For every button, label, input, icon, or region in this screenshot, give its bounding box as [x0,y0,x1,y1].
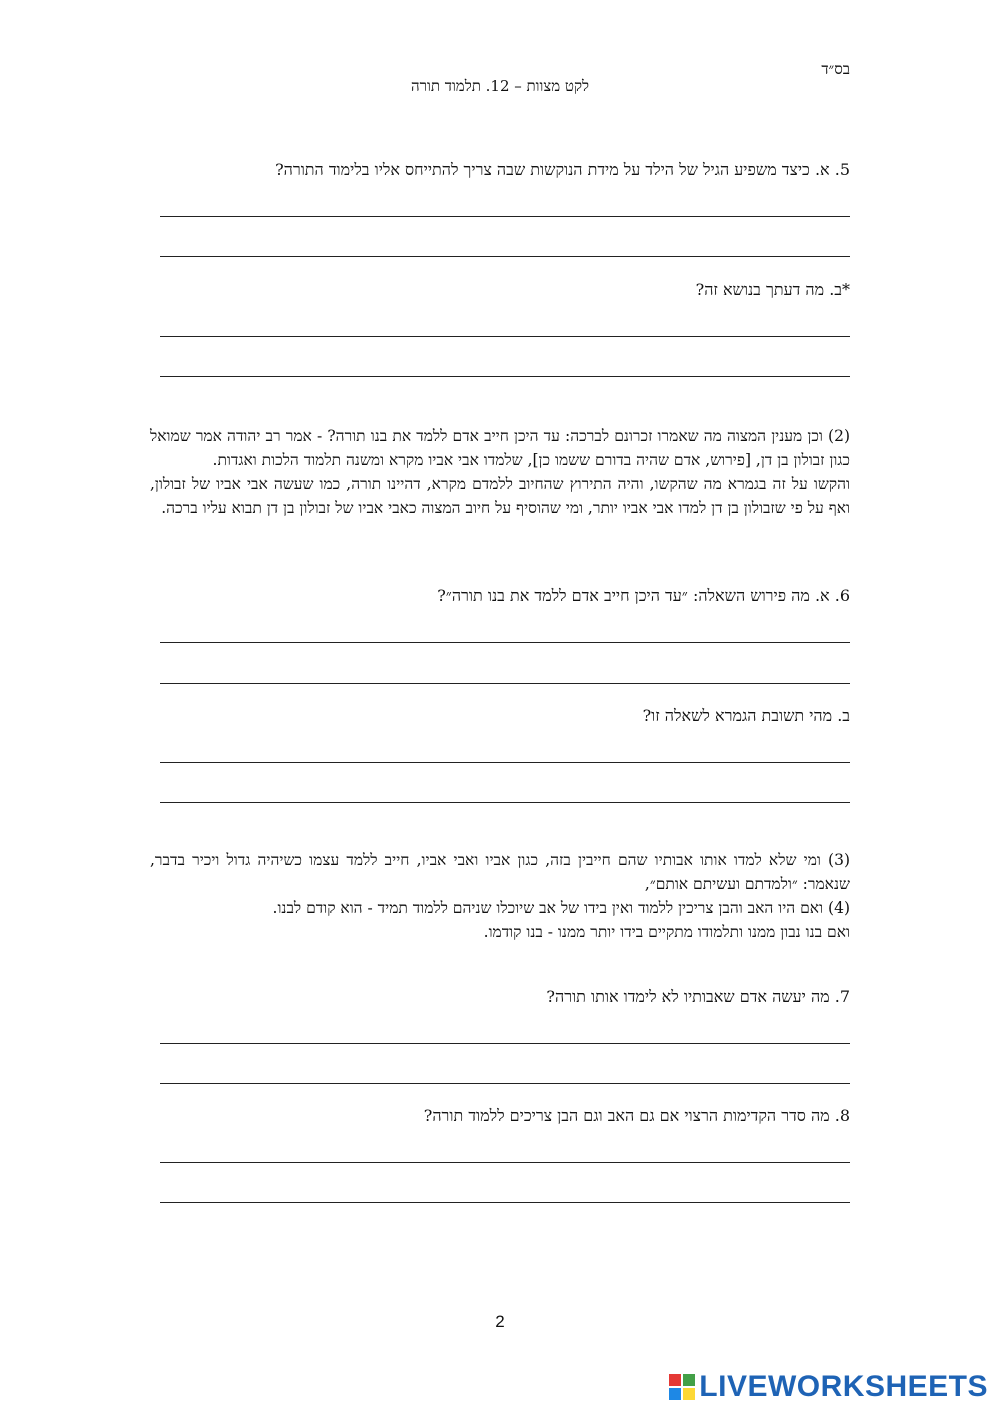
header-tag: בס״ד [821,60,850,78]
source-passage-3 [150,848,850,944]
logo-square [683,1374,695,1386]
answer-line[interactable] [160,1162,850,1163]
liveworksheets-logo[interactable] [669,1370,988,1404]
source-passage-2 [150,424,850,520]
question-7: 7. מה יעשה אדם שאבותיו לא לימדו אותו תורה? [546,987,850,1006]
brand-name: LIVEWORKSHEETS [699,1370,988,1403]
logo-squares-icon [669,1374,695,1400]
logo-square [683,1388,695,1400]
answer-line[interactable] [160,802,850,803]
passage-paragraph: (3) ומי שלא למדו אותו אבותיו שהם חייבין בזה, כגון אביו ואבי אביו, חייב ללמד עצמו כשיהיה גדול ויכיר בדבר, שנאמר: ״ולמדתם ועשיתם אותם״, [150,851,850,893]
answer-line[interactable] [160,762,850,763]
worksheet-title: לקט מצוות – 12. תלמוד תורה [411,77,589,95]
answer-line[interactable] [160,256,850,257]
passage-paragraph: והקשו על זה בגמרא מה שהקשו, והיה התירוץ שהחיוב ללמדם מקרא, דהיינו תורה, כמו שעשה אבי אביו של זבולון, ואף על פי שזבולון בן דן למדו אבי אביו יותר, ומי שהוסיף על חיוב המצוה כאבי אביו של זבולון בן דן תבוא עליו ברכה. [150,475,850,517]
answer-line[interactable] [160,1202,850,1203]
logo-square [669,1388,681,1400]
page-number: 2 [495,1312,505,1331]
question-5b: *ב. מה דעתך בנושא זה? [695,280,850,299]
answer-line[interactable] [160,1083,850,1084]
passage-paragraph: ואם בנו נבון ממנו ותלמודו מתקיים בידו יותר ממנו - בנו קודמו. [483,923,850,941]
answer-line[interactable] [160,216,850,217]
answer-line[interactable] [160,1043,850,1044]
question-8: 8. מה סדר הקדימות הרצוי אם גם האב וגם הבן צריכים ללמוד תורה? [423,1106,850,1125]
answer-line[interactable] [160,683,850,684]
question-6a: 6. א. מה פירוש השאלה: ״עד היכן חייב אדם ללמד את בנו תורה״? [437,586,850,605]
answer-line[interactable] [160,336,850,337]
question-6b: ב. מהי תשובת הגמרא לשאלה זו? [642,706,850,725]
passage-paragraph: (4) ואם היו האב והבן צריכין ללמוד ואין בידו של אב שיוכלו שניהם ללמוד תמיד - הוא קודם לבנו. [272,899,850,917]
logo-square [669,1374,681,1386]
passage-paragraph: (2) וכן מענין המצוה מה שאמרו זכרונם לברכה: עד היכן חייב אדם ללמד את בנו תורה? - אמר רב יהודה אמר שמואל כגון זבולון בן דן, [פירוש, אדם שהיה בדורם ששמו כן], שלמדו אבי אביו מקרא ומשנה תלמוד הלכות ואגדות. [150,427,850,469]
answer-line[interactable] [160,642,850,643]
question-5a: 5. א. כיצד משפיע הגיל של הילד על מידת הנוקשות שבה צריך להתייחס אליו בלימוד התורה? [275,160,850,179]
answer-line[interactable] [160,376,850,377]
